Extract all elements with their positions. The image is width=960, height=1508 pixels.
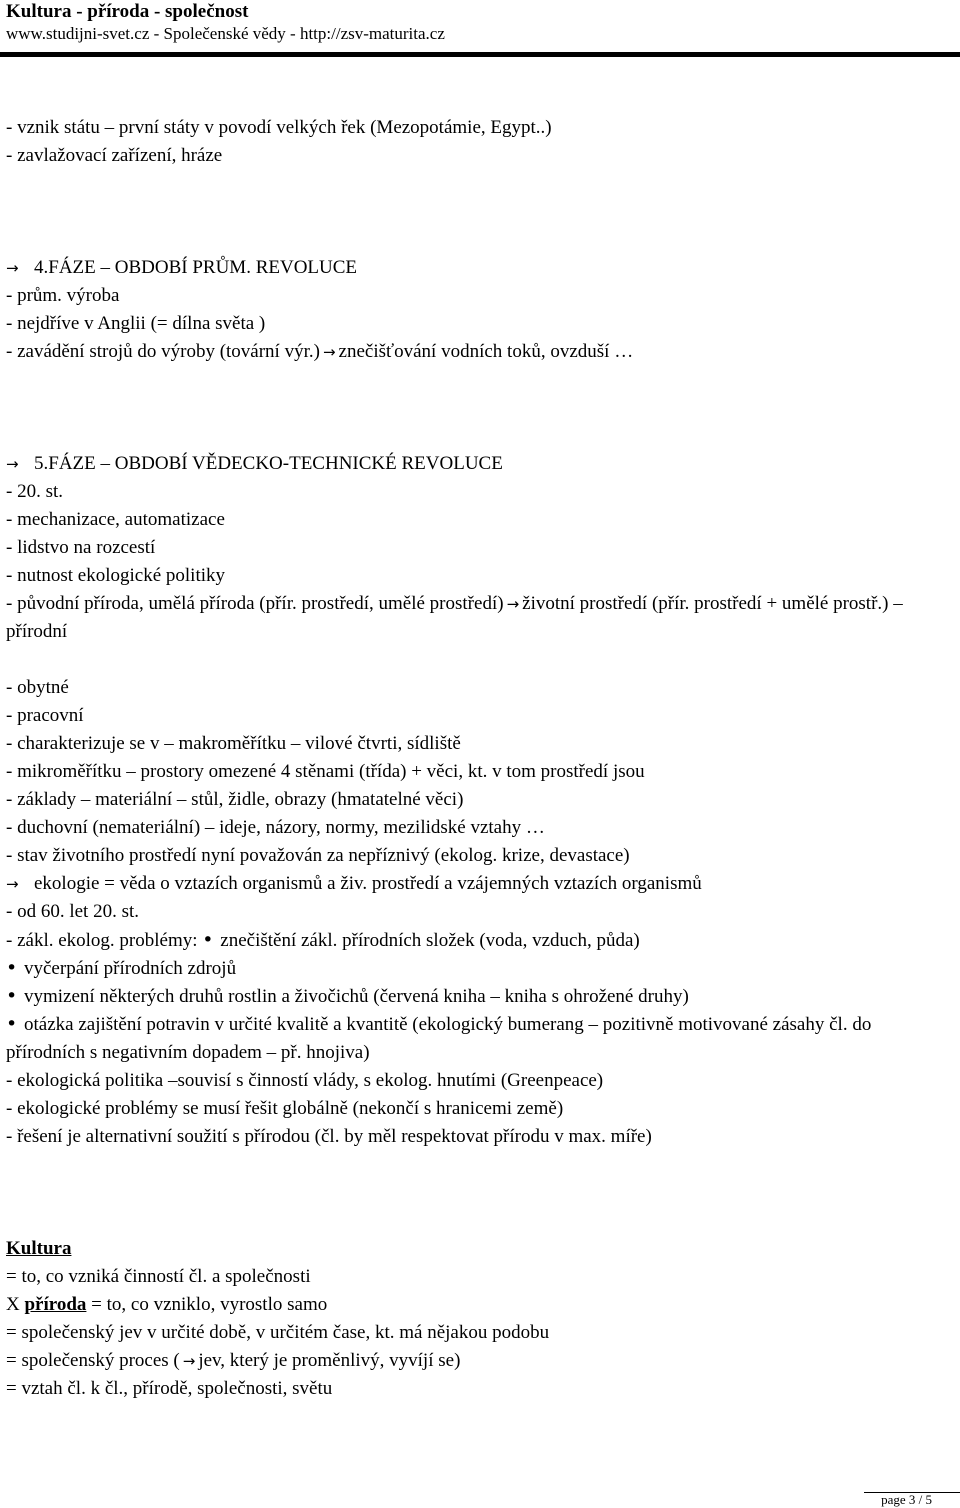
ellipsis-icon: … (525, 817, 545, 838)
text-line: - pracovní (6, 705, 84, 726)
arrow-right-icon: → (322, 343, 336, 361)
text-line: - ekologické problémy se musí řešit globálně (nekončí s hranicemi země) (6, 1098, 564, 1119)
document-title: Kultura - příroda - společnost (6, 1, 249, 22)
header-rule (0, 52, 960, 57)
text-line: - charakterizuje se v – makroměřítku – vilové čtvrti, sídliště (6, 733, 461, 754)
bullet-icon: • (6, 1013, 18, 1035)
text-line: - zákl. ekolog. problémy: • znečištění zákl. přírodních složek (voda, vzduch, půda) (6, 926, 946, 954)
text-line: - ekologická politika –souvisí s činností vlády, s ekolog. hnutími (Greenpeace) (6, 1070, 604, 1091)
bullet-icon: • (202, 929, 214, 951)
text-line: - řešení je alternativní soužití s přírodou (čl. by měl respektovat přírodu v max. míře) (6, 1126, 652, 1147)
text-line: = vztah čl. k čl., přírodě, společnosti, světu (6, 1378, 333, 1399)
text-line: = to, co vzniká činností čl. a společnosti (6, 1266, 311, 1287)
arrow-right-icon: → (6, 875, 19, 893)
text-line: → ekologie = věda o vztazích organismů a živ. prostředí a vzájemných vztazích organismů (6, 870, 946, 898)
arrow-right-icon: → (182, 1352, 196, 1370)
page-number: page 3 / 5 (881, 1492, 932, 1507)
page-header (6, 0, 445, 45)
text-line: - stav životního prostředí nyní považován za nepříznivý (ekolog. krize, devastace) (6, 845, 630, 866)
text-line: X příroda = to, co vzniklo, vyrostlo samo (6, 1294, 328, 1315)
bullet-icon: • (6, 957, 18, 979)
text-line: - původní příroda, umělá příroda (přír. prostředí, umělé prostředí) → životní prostředí (přír. prostředí + umělé prostř.) – přírodní (6, 593, 903, 642)
text-line: - obytné (6, 677, 69, 698)
text-line: - mechanizace, automatizace (6, 509, 225, 530)
text-line: - mikroměřítku – prostory omezené 4 stěnami (třída) + věci, kt. v tom prostředí jsou (6, 761, 645, 782)
arrow-right-icon: → (6, 259, 19, 277)
ellipsis-icon: … (614, 341, 634, 362)
arrow-right-icon: → (506, 595, 520, 613)
bullet-item: • vyčerpání přírodních zdrojů (6, 954, 946, 982)
section-heading-kultura: Kultura (6, 1238, 72, 1259)
text-line: - prům. výroba (6, 285, 120, 306)
section-heading-phase-4: → 4.FÁZE – OBDOBÍ PRŮM. REVOLUCE (6, 254, 946, 282)
text-line: - duchovní (nemateriální) – ideje, názory, normy, mezilidské vztahy … (6, 817, 545, 838)
text-line: - nejdříve v Anglii (= dílna světa ) (6, 313, 266, 334)
arrow-right-icon: → (6, 455, 19, 473)
text-line: - základy – materiální – stůl, židle, obrazy (hmatatelné věci) (6, 789, 464, 810)
text-line: - 20. st. (6, 481, 63, 502)
text-line: = společenský jev v určité době, v určitém čase, kt. má nějakou podobu (6, 1322, 550, 1343)
section-heading-phase-5: → 5.FÁZE – OBDOBÍ VĚDECKO-TECHNICKÉ REVOLUCE (6, 450, 946, 478)
text-line: - od 60. let 20. st. (6, 901, 139, 922)
text-line: - vznik státu – první státy v povodí velkých řek (Mezopotámie, Egypt..) (6, 117, 552, 138)
text-line: - lidstvo na rozcestí (6, 537, 156, 558)
document-body (6, 114, 946, 1403)
text-line: - zavádění strojů do výroby (tovární výr.) → znečišťování vodních toků, ovzduší … (6, 341, 634, 362)
bullet-item: • vymizení některých druhů rostlin a živočichů (červená kniha – kniha s ohrožené druhy) (6, 982, 946, 1010)
text-line: - zavlažovací zařízení, hráze (6, 145, 223, 166)
document-source: www.studijni-svet.cz - Společenské vědy - http://zsv-maturita.cz (6, 24, 445, 43)
text-line: - nutnost ekologické politiky (6, 565, 226, 586)
bullet-item: • otázka zajištění potravin v určité kvalitě a kvantitě (ekologický bumerang – pozitivně motivované zásahy čl. do přírodních s negativním dopadem – př. hnojiva) (6, 1010, 946, 1067)
text-line: = společenský proces ( → jev, který je proměnlivý, vyvíjí se) (6, 1350, 461, 1371)
bullet-icon: • (6, 985, 18, 1007)
